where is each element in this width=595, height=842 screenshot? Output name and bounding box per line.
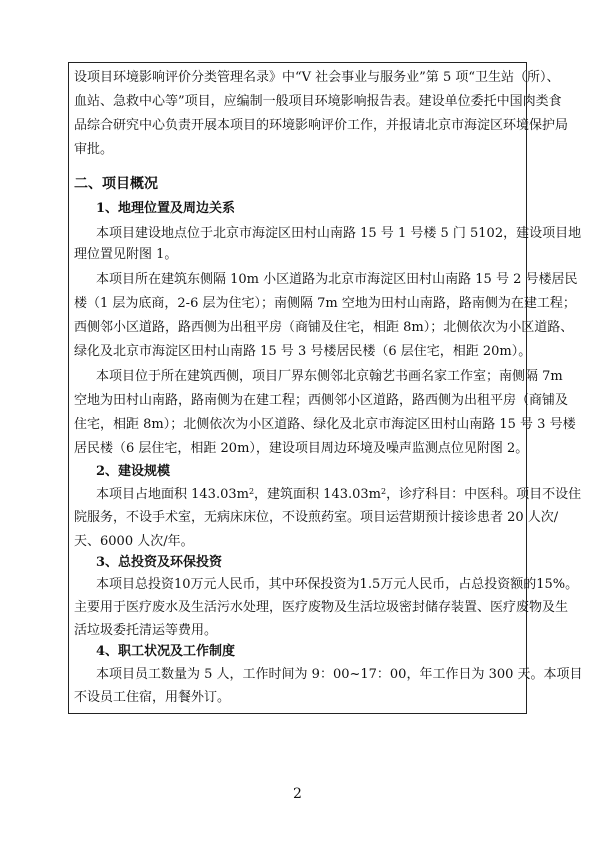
intro-line-1: 设项目环境影响评价分类管理名录》中“V 社会事业与服务业”第 5 项“卫生站（所）、 xyxy=(74,70,560,85)
clinic-text: ，诊疗科目：中医科。项目不设住 xyxy=(386,487,582,502)
sup-2: 2 xyxy=(381,487,387,496)
content-frame xyxy=(68,62,576,714)
sub1-p1-line: 理位置见附图 1。 xyxy=(74,247,178,262)
sub1-p3-line: 住宅，相距 8m）；北侧依次为小区道路、绿化及北京市海淀区田村山南路 15 号 3 号楼 xyxy=(74,417,576,432)
sub1-p3-line: 居民楼（6 层住宅，相距 20m），建设项目周边环境及噪声监测点位见附图 2。 xyxy=(74,441,529,456)
sub2-p2-line: 天、6000 人次/年。 xyxy=(74,534,194,549)
sub2-p2-line: 院服务，不设手术室，无病床床位，不设煎药室。项目运营期预计接诊患者 20 人次/ xyxy=(74,510,559,525)
section-title: 二、项目概况 xyxy=(74,176,158,192)
sub1-p2-line: 绿化及北京市海淀区田村山南路 15 号 3 号楼居民楼（6 层住宅，相距 20m）。 xyxy=(74,344,532,359)
building-area-text: ，建筑面积 143.03m xyxy=(254,487,381,502)
intro-line-2: 血站、急救中心等”项目，应编制一般项目环境影响报告表。建设单位委托中国肉类食 xyxy=(74,94,562,109)
sub3-title: 3、总投资及环保投资 xyxy=(96,555,223,570)
sub3-p-line: 本项目总投资10万元人民币，其中环保投资为1.5万元人民币，占总投资额的15%。 xyxy=(96,577,579,592)
sup-2: 2 xyxy=(248,487,255,496)
page-number: 2 xyxy=(293,786,302,802)
sub3-p-line: 活垃圾委托清运等费用。 xyxy=(74,623,218,638)
sub2-title: 2、建设规模 xyxy=(96,464,171,479)
intro-line-3: 品综合研究中心负责开展本项目的环境影响评价工作，并报请北京市海淀区环境保护局 xyxy=(74,118,569,133)
sub1-title: 1、地理位置及周边关系 xyxy=(96,201,236,216)
land-area-text: 本项目占地面积 143.03m xyxy=(96,487,249,502)
sub3-p-line: 主要用于医疗废水及生活污水处理，医疗废物及生活垃圾密封储存装置、医疗废物及生 xyxy=(74,600,569,615)
sub4-p-line: 不设员工住宿，用餐外订。 xyxy=(74,690,231,705)
intro-line-4: 审批。 xyxy=(74,142,114,157)
sub1-p2-line: 楼（1 层为底商，2-6 层为住宅）；南侧隔 7m 空地为田村山南路，路南侧为在建工程； xyxy=(74,296,576,311)
sub1-p3-line: 本项目位于所在建筑西侧，项目厂界东侧邻北京翰艺书画名家工作室；南侧隔 7m xyxy=(96,369,563,384)
sub1-p2-line: 西侧邻小区道路，路西侧为出租平房（商铺及住宅，相距 8m）；北侧依次为小区道路、 xyxy=(74,320,574,335)
sub1-p2-line: 本项目所在建筑东侧隔 10m 小区道路为北京市海淀区田村山南路 15 号 2 号楼居民 xyxy=(96,272,578,287)
sub4-p-line: 本项目员工数量为 5 人，工作时间为 9：00~17：00，年工作日为 300 天。本项目 xyxy=(96,667,583,682)
sub1-p3-line: 空地为田村山南路，路南侧为在建工程；西侧邻小区道路，路西侧为出租平房（商铺及 xyxy=(74,393,569,408)
sub4-title: 4、职工状况及工作制度 xyxy=(96,644,236,659)
sub2-p1-line xyxy=(96,487,582,503)
sub1-p1-line: 本项目建设地点位于北京市海淀区田村山南路 15 号 1 号楼 5 门 5102，建设项目地 xyxy=(96,226,582,241)
